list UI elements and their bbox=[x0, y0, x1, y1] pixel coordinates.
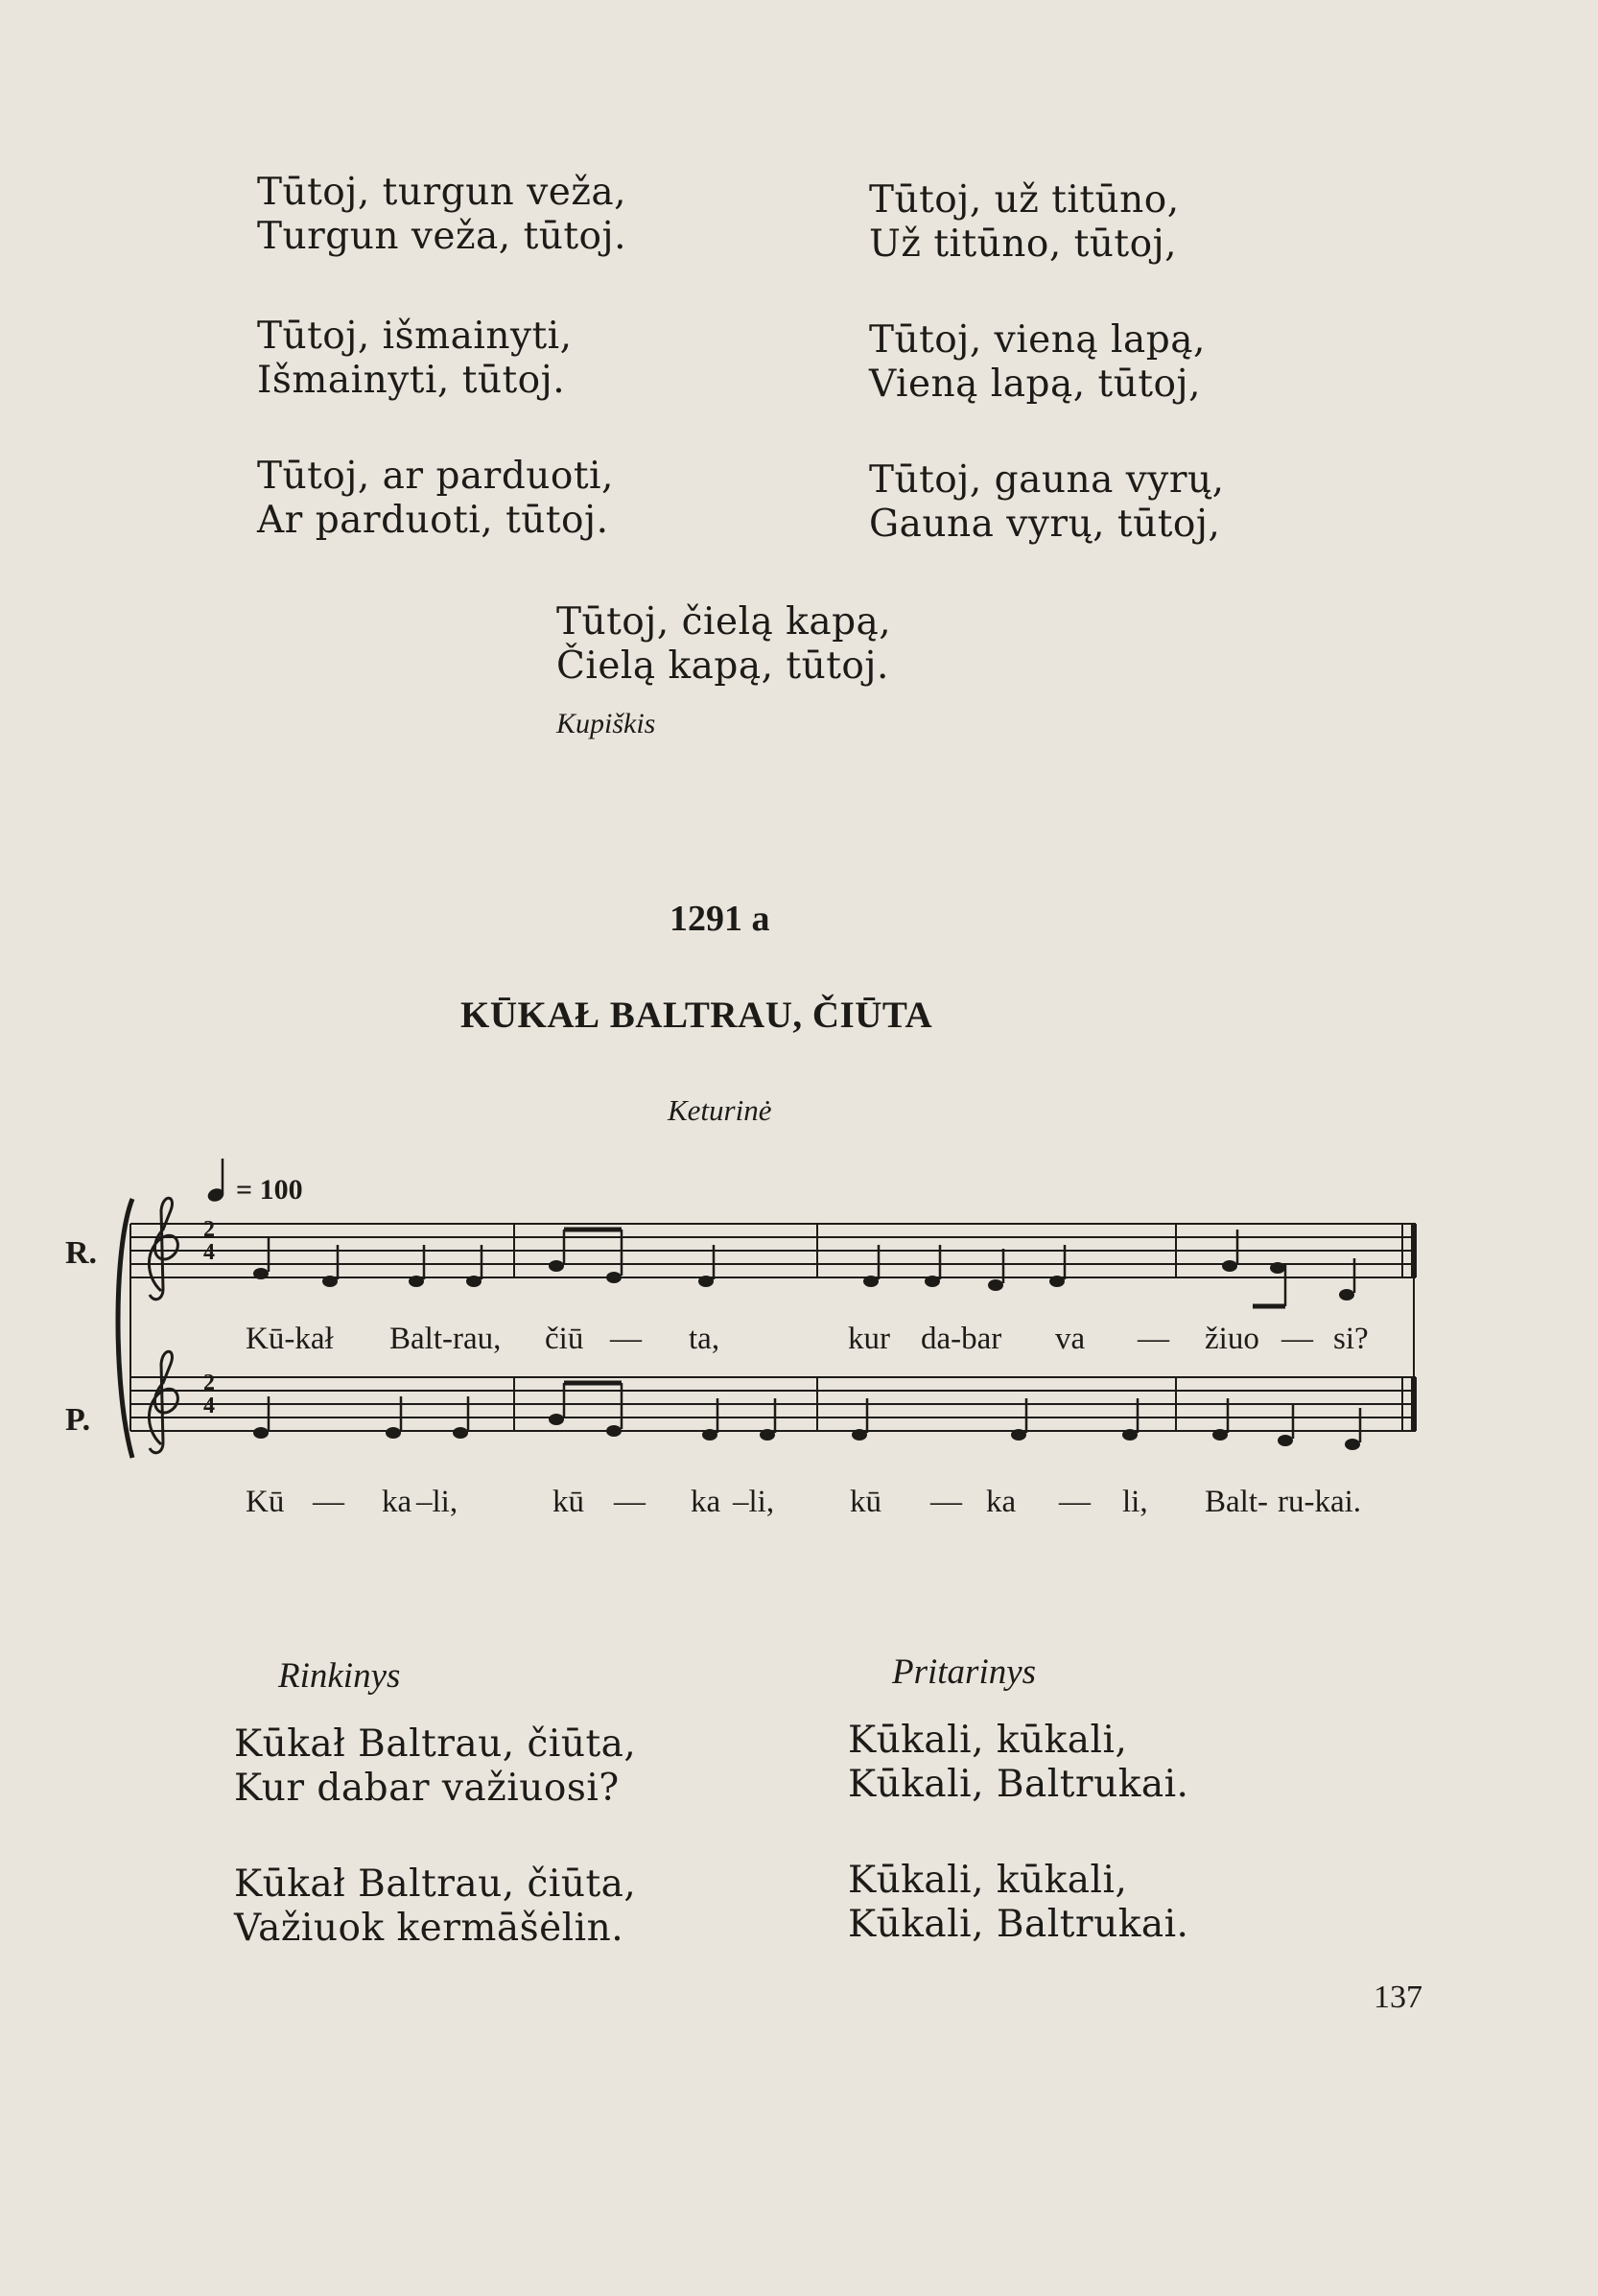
lyric-syllable: kur bbox=[848, 1322, 890, 1356]
lyric-hyphen: — bbox=[1059, 1485, 1091, 1519]
lyric-syllable: ta, bbox=[689, 1322, 720, 1356]
time-signature-bottom: 4 bbox=[203, 1394, 215, 1418]
stanza-pritarinys-2 bbox=[848, 1859, 1188, 1947]
lyric-syllable: si? bbox=[1333, 1322, 1369, 1356]
section-heading-pritarinys: Pritarinys bbox=[892, 1652, 1037, 1692]
verse-line: Išmainyti, tūtoj. bbox=[257, 359, 566, 402]
lyric-syllable: Balt- bbox=[1205, 1485, 1268, 1519]
verse-line: Už titūno, tūtoj, bbox=[869, 223, 1178, 266]
verse-line: Tūtoj, vieną lapą, bbox=[869, 318, 1206, 362]
lyric-syllable: žiuo bbox=[1205, 1322, 1259, 1356]
verse-line: Kūkali, Baltrukai. bbox=[848, 1763, 1189, 1806]
lyric-hyphen: — bbox=[1281, 1322, 1313, 1356]
tempo-marking: = 100 bbox=[236, 1174, 303, 1206]
lyric-syllable: Kū bbox=[246, 1485, 285, 1519]
verse-line: Tūtoj, turgun veža, bbox=[257, 171, 627, 214]
lower-notes bbox=[269, 1383, 1360, 1442]
stanza-rinkinys-1 bbox=[234, 1722, 636, 1811]
verse-line: Kūkali, Baltrukai. bbox=[848, 1903, 1189, 1946]
staff-label-upper: R. bbox=[65, 1235, 98, 1271]
verse-line: Kur dabar važiuosi? bbox=[234, 1767, 620, 1810]
lyric-syllable: ka bbox=[691, 1485, 721, 1519]
lyric-syllable: ka bbox=[986, 1485, 1017, 1519]
verse-line: Tūtoj, ar parduoti, bbox=[257, 455, 614, 498]
verse-line: Turgun veža, tūtoj. bbox=[257, 215, 627, 258]
time-signature-upper bbox=[203, 1218, 215, 1264]
lyric-syllable: ru-kai. bbox=[1278, 1485, 1362, 1519]
lyric-hyphen: — bbox=[930, 1485, 962, 1519]
verse-line: Gauna vyrų, tūtoj, bbox=[869, 503, 1221, 546]
lyric-syllable: li, bbox=[1122, 1485, 1148, 1519]
lyric-hyphen: — bbox=[614, 1485, 646, 1519]
lyric-syllable: kū bbox=[850, 1485, 881, 1519]
verse-line: Kūkał Baltrau, čiūta, bbox=[234, 1863, 637, 1906]
stanza-rinkinys-2 bbox=[234, 1863, 636, 1951]
verse-line: Ar parduoti, tūtoj. bbox=[257, 499, 609, 542]
verse-line: Kūkali, kūkali, bbox=[848, 1719, 1128, 1762]
lyric-syllable: –li, bbox=[733, 1485, 775, 1519]
verse-line: Tūtoj, gauna vyrų, bbox=[869, 458, 1225, 502]
page-number: 137 bbox=[1374, 1980, 1422, 2015]
verse-line: Tūtoj, už titūno, bbox=[869, 178, 1180, 222]
song-genre: Keturinė bbox=[668, 1093, 772, 1127]
verse-line: Kūkali, kūkali, bbox=[848, 1859, 1128, 1902]
time-signature-bottom: 4 bbox=[203, 1240, 215, 1265]
lyric-hyphen: — bbox=[313, 1485, 344, 1519]
lyric-syllable: va bbox=[1055, 1322, 1086, 1356]
lyric-syllable: –li, bbox=[416, 1485, 458, 1519]
verse-line: Kūkał Baltrau, čiūta, bbox=[234, 1722, 637, 1766]
lyric-hyphen: — bbox=[610, 1322, 642, 1356]
staff-upper bbox=[130, 1224, 1416, 1277]
verse-line: Vieną lapą, tūtoj, bbox=[869, 363, 1201, 406]
lyric-syllable: Kū-kał bbox=[246, 1322, 334, 1356]
verse-line: Važiuok kermāšėlin. bbox=[234, 1907, 624, 1950]
time-signature-top: 2 bbox=[203, 1217, 215, 1242]
treble-clef-icon bbox=[149, 1198, 177, 1300]
stanza-pritarinys-1 bbox=[848, 1719, 1188, 1807]
staff-lower bbox=[130, 1377, 1416, 1431]
lyric-syllable: kū bbox=[552, 1485, 584, 1519]
verse-line: Tūtoj, išmainyti, bbox=[257, 315, 573, 358]
verse-line: Tūtoj, čielą kapą, bbox=[556, 600, 892, 644]
place-of-record: Kupiškis bbox=[556, 708, 656, 739]
treble-clef-icon bbox=[149, 1351, 177, 1453]
time-signature-top: 2 bbox=[203, 1371, 215, 1395]
staff-label-lower: P. bbox=[65, 1402, 91, 1438]
lyric-hyphen: — bbox=[1138, 1322, 1169, 1356]
song-title: KŪKAŁ BALTRAU, ČIŪTA bbox=[460, 995, 933, 1036]
section-heading-rinkinys: Rinkinys bbox=[278, 1656, 401, 1696]
verse-line: Čielą kapą, tūtoj. bbox=[556, 644, 889, 688]
lyric-syllable: čiū bbox=[545, 1322, 584, 1356]
upper-notes bbox=[269, 1230, 1354, 1306]
lyric-syllable: Balt-rau, bbox=[389, 1322, 502, 1356]
lyric-syllable: ka bbox=[382, 1485, 412, 1519]
time-signature-lower bbox=[203, 1371, 215, 1417]
lyric-syllable: da-bar bbox=[921, 1322, 1002, 1356]
song-number: 1291 a bbox=[670, 899, 770, 939]
